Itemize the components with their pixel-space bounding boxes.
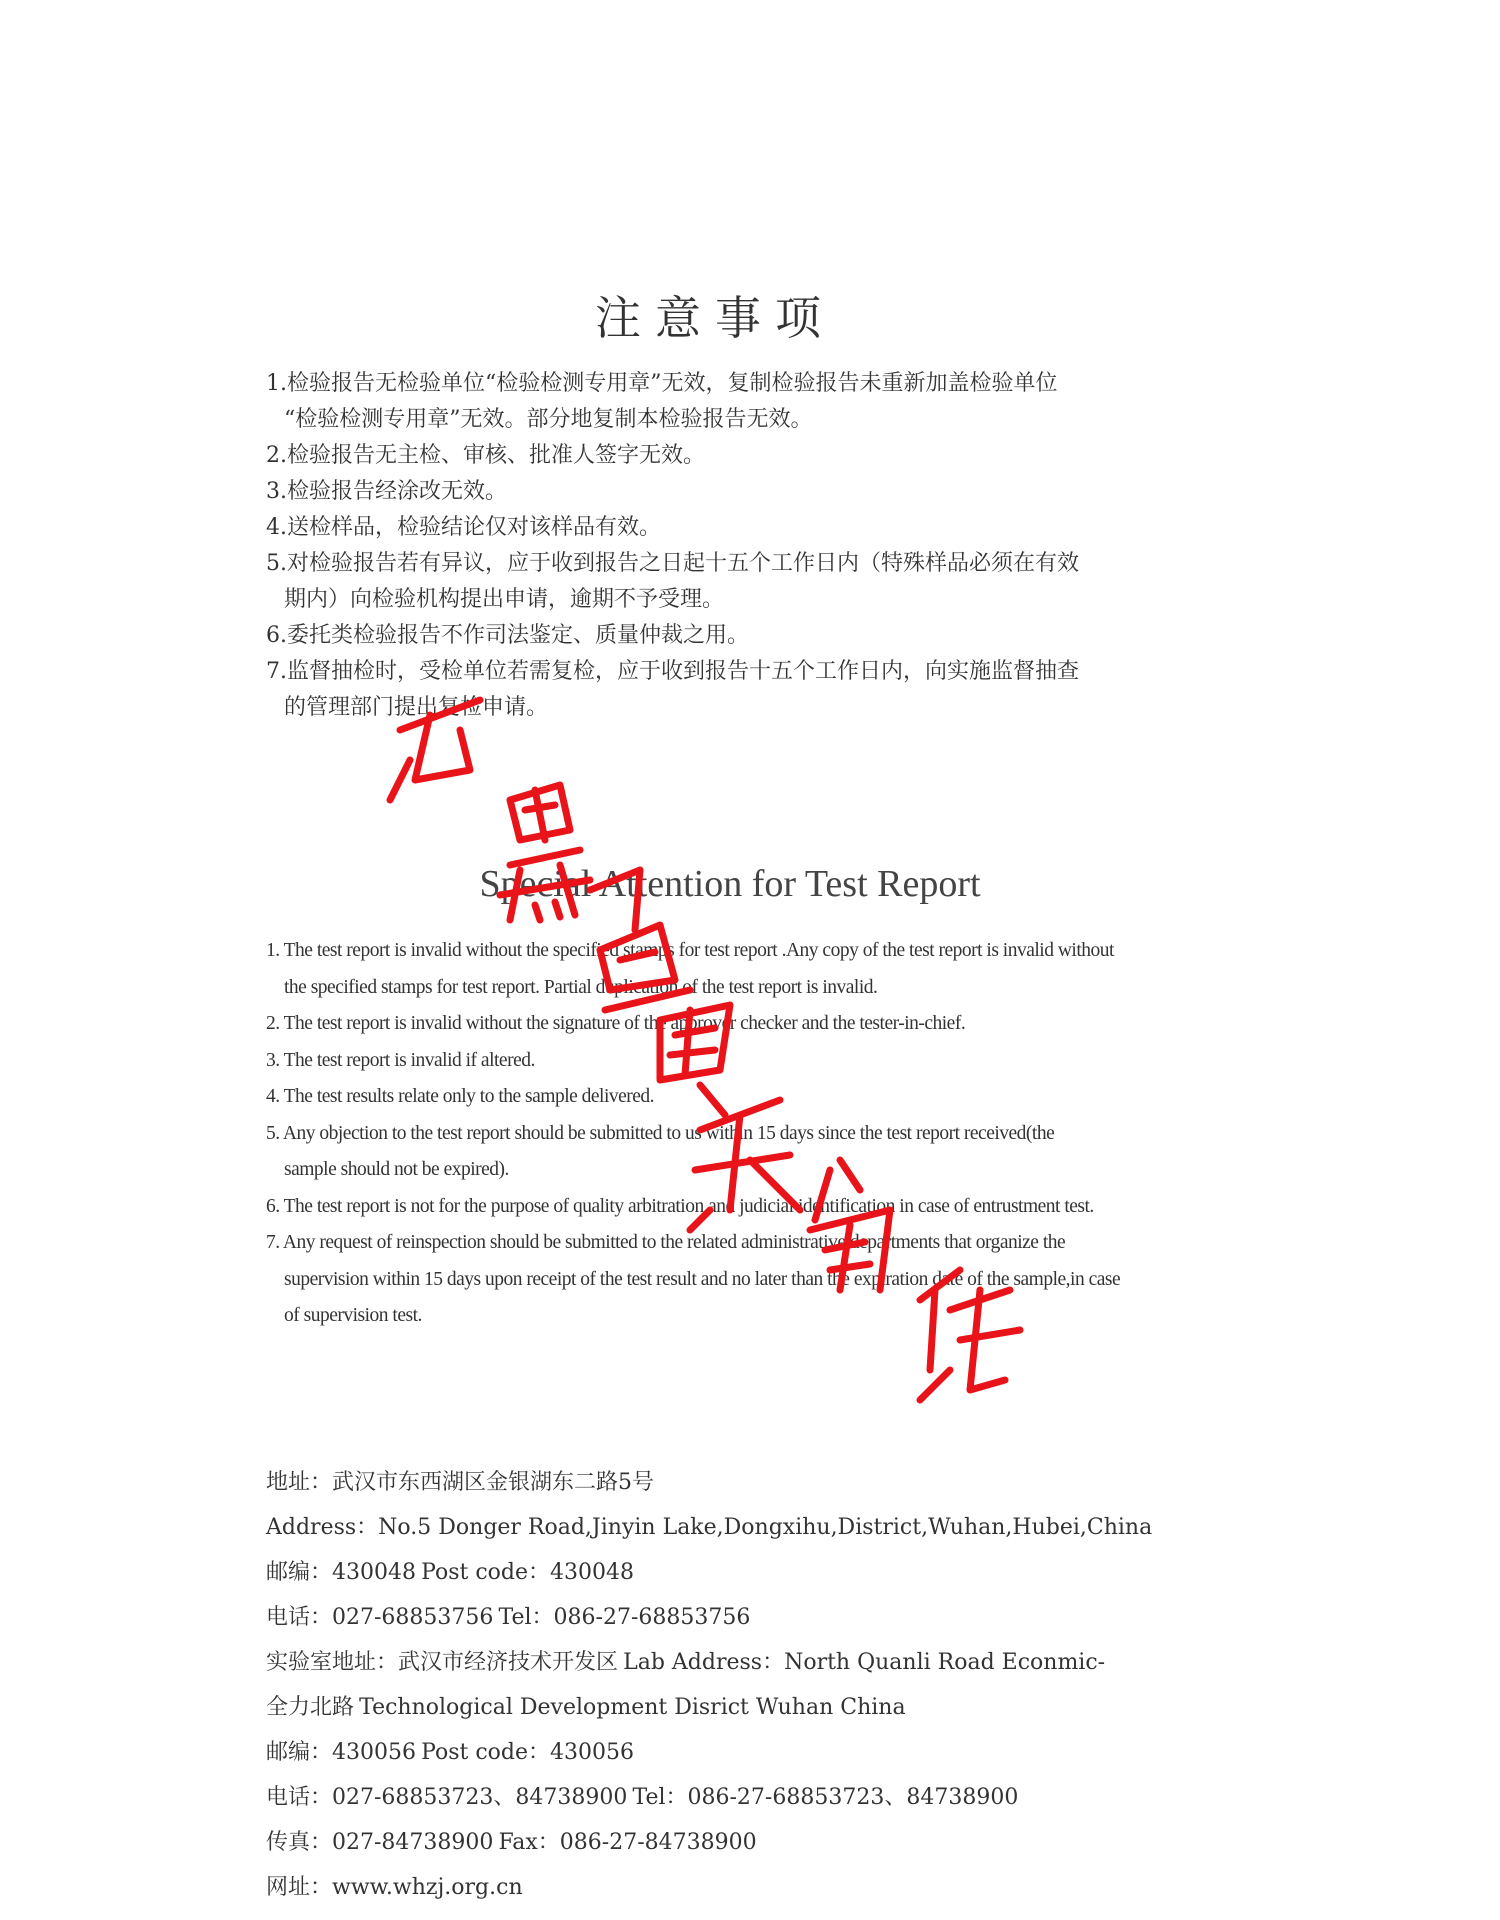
postcode-cn: 邮编：430048 <box>266 1560 416 1585</box>
en-item-line: 5. Any objection to the test report should be submitted to us within 15 days since the test report received(the <box>266 1122 1055 1144</box>
cn-item-line: 7.监督抽检时，受检单位若需复检，应于收到报告十五个工作日内，向实施监督抽查 <box>266 659 1079 684</box>
fax-cn: 传真：027-84738900 <box>266 1830 494 1855</box>
lab-tel-cn: 电话：027-68853723、84738900 <box>266 1785 628 1810</box>
cn-item-line: 3.检验报告经涂改无效。 <box>266 479 507 504</box>
en-item-line: 6. The test report is not for the purpose of quality arbitration and judicial identification in case of entrustment test. <box>266 1195 1094 1217</box>
cn-item-line: 1.检验报告无检验单位“检验检测专用章”无效，复制检验报告未重新加盖检验单位 <box>266 371 1058 396</box>
en-notice-list <box>266 933 1196 1335</box>
en-item-continuation: the specified stamps for test report. Partial duplication of the test report is invalid. <box>284 976 878 998</box>
en-title: Special Attention for Test Report <box>479 863 981 905</box>
address-en: Address：No.5 Donger Road,Jinyin Lake,Dongxihu,District,Wuhan,Hubei,China <box>266 1515 1153 1540</box>
en-notice-item <box>266 1189 1196 1226</box>
cn-title: 注意事项 <box>595 291 835 345</box>
lab-postcode-cn: 邮编：430056 <box>266 1740 416 1765</box>
cn-notice-item <box>266 546 1186 618</box>
cn-item-line: 6.委托类检验报告不作司法鉴定、质量仲裁之用。 <box>266 623 749 648</box>
en-notice-item <box>266 1116 1196 1189</box>
en-item-continuation: of supervision test. <box>284 1305 422 1326</box>
cn-notice-item <box>266 510 1186 546</box>
lab-address-en-cont: Technological Development Disrict Wuhan China <box>359 1695 906 1720</box>
tel-en: Tel：086-27-68853756 <box>498 1605 751 1630</box>
cn-notice-item <box>266 474 1186 510</box>
address-cn: 地址：武汉市东西湖区金银湖东二路5号 <box>266 1470 654 1495</box>
en-notice-item <box>266 1006 1196 1043</box>
fax-en: Fax：086-27-84738900 <box>498 1830 757 1855</box>
cn-item-line: 5.对检验报告若有异议，应于收到报告之日起十五个工作日内（特殊样品必须在有效 <box>266 551 1079 576</box>
cn-notice-item <box>266 654 1186 726</box>
website-cn: 网址：www.whzj.org.cn <box>266 1875 523 1900</box>
en-item-continuation: sample should not be expired). <box>284 1159 509 1180</box>
lab-postcode-en: Post code：430056 <box>421 1740 635 1765</box>
lab-tel-en: Tel：086-27-68853723、84738900 <box>632 1785 1019 1810</box>
tel-cn: 电话：027-68853756 <box>266 1605 494 1630</box>
cn-notice-list <box>266 366 1186 726</box>
cn-item-continuation: 的管理部门提出复检申请。 <box>284 695 549 720</box>
en-notice-item <box>266 933 1196 1006</box>
en-item-line: 7. Any request of reinspection should be submitted to the related administrative departments that organize the <box>266 1232 1066 1253</box>
lab-address-en: Lab Address：North Quanli Road Econmic- <box>623 1650 1106 1675</box>
en-notice-item <box>266 1043 1196 1080</box>
en-item-continuation: supervision within 15 days upon receipt of the test result and no later than the expiration date of the sample,in case <box>284 1268 1121 1290</box>
cn-item-continuation: 期内）向检验机构提出申请，逾期不予受理。 <box>284 587 725 612</box>
postcode-en: Post code：430048 <box>421 1560 635 1585</box>
en-item-line: 1. The test report is invalid without the specified stamps for test report .Any copy of the test report is invalid without <box>266 940 1114 961</box>
en-item-line: 3. The test report is invalid if altered. <box>266 1049 535 1071</box>
en-notice-item <box>266 1079 1196 1116</box>
cn-notice-item <box>266 618 1186 654</box>
cn-notice-item <box>266 438 1186 474</box>
cn-item-line: 4.送检样品，检验结论仅对该样品有效。 <box>266 515 661 540</box>
en-item-line: 4. The test results relate only to the sample delivered. <box>266 1086 655 1107</box>
en-item-line: 2. The test report is invalid without the signature of the approver checker and the tester-in-chief. <box>266 1013 966 1034</box>
cn-notice-item <box>266 366 1186 438</box>
cn-item-line: 2.检验报告无主检、审核、批准人签字无效。 <box>266 443 705 468</box>
lab-address-cn: 实验室地址：武汉市经济技术开发区 <box>266 1650 619 1675</box>
contact-footer <box>266 1460 1226 1910</box>
en-notice-item <box>266 1225 1196 1335</box>
cn-item-continuation: “检验检测专用章”无效。部分地复制本检验报告无效。 <box>284 407 813 432</box>
lab-address-cn-cont: 全力北路 <box>266 1695 355 1720</box>
